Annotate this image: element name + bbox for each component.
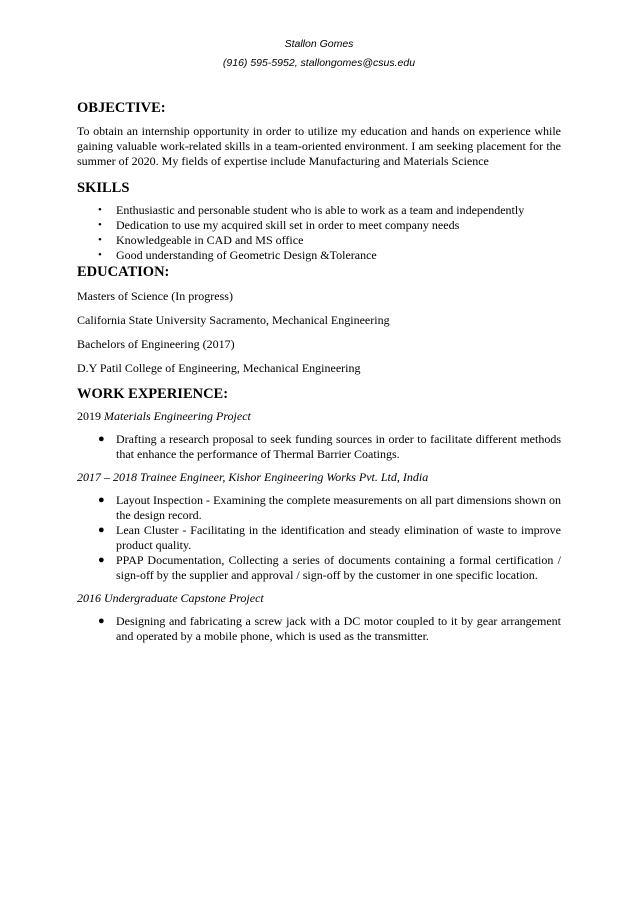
job-bullets — [77, 432, 561, 462]
education-entry: D.Y Patil College of Engineering, Mechanical Engineering — [77, 361, 361, 375]
list-item — [77, 614, 561, 644]
bullet-icon: • — [98, 219, 102, 231]
list-item — [77, 248, 561, 263]
list-item — [77, 218, 561, 233]
bullet-icon: ● — [98, 433, 105, 445]
job-bullet-text: Drafting a research proposal to seek funding sources in order to facilitate different methods that enhance the performance of Thermal Barrier Coatings. — [116, 432, 561, 461]
job-bullet-text: Designing and fabricating a screw jack with a DC motor coupled to it by gear arrangement and operated by a mobile phone, which is used as the transmitter. — [116, 614, 561, 643]
job-bullet-text: Lean Cluster - Facilitating in the identification and steady elimination of waste to improve product quality. — [116, 523, 561, 552]
job-line: 2017 – 2018 Trainee Engineer, Kishor Engineering Works Pvt. Ltd, India — [77, 470, 429, 484]
list-item — [77, 432, 561, 462]
bullet-icon: • — [98, 204, 102, 216]
education-entry: California State University Sacramento, Mechanical Engineering — [77, 313, 390, 327]
objective-text: To obtain an internship opportunity in order to utilize my education and hands on experience while gaining valuable work-related skills in a team-oriented environment. I am seeking placement for the summer of 2020. My fields of expertise include Manufacturing and Materials Science — [77, 124, 561, 168]
bullet-icon: ● — [98, 524, 105, 536]
list-item — [77, 523, 561, 553]
education-heading: EDUCATION: — [77, 264, 170, 280]
job-title: Materials Engineering Project — [104, 409, 251, 423]
bullet-icon: ● — [98, 615, 105, 627]
bullet-icon: • — [98, 234, 102, 246]
job-line: 2016 Undergraduate Capstone Project — [77, 591, 264, 605]
job-bullets — [77, 493, 561, 583]
skill-text: Good understanding of Geometric Design &Tolerance — [116, 248, 377, 262]
job-line — [77, 409, 561, 424]
work-heading: WORK EXPERIENCE: — [77, 386, 229, 402]
job-bullet-text: Layout Inspection - Examining the complete measurements on all part dimensions shown on the design record. — [116, 493, 561, 522]
list-item — [77, 553, 561, 583]
education-entry: Bachelors of Engineering (2017) — [77, 337, 235, 351]
job-bullet-text: PPAP Documentation, Collecting a series of documents containing a formal certification / sign-off by the supplier and approval / sign-off by the customer in one specific location. — [116, 553, 561, 582]
bullet-icon: • — [98, 249, 102, 261]
resume-body — [77, 99, 561, 644]
job-bullets — [77, 614, 561, 644]
skill-text: Dedication to use my acquired skill set in order to meet company needs — [116, 218, 460, 232]
resume-name: Stallon Gomes — [284, 38, 354, 50]
education-entry: Masters of Science (In progress) — [77, 289, 233, 303]
skills-heading: SKILLS — [77, 180, 130, 196]
skills-list — [77, 203, 561, 263]
list-item — [77, 493, 561, 523]
objective-heading: OBJECTIVE: — [77, 100, 166, 116]
list-item — [77, 203, 561, 218]
contact-line: (916) 595-5952, stallongomes@csus.edu — [222, 57, 416, 69]
job-year: 2019 — [77, 409, 101, 423]
skill-text: Enthusiastic and personable student who is able to work as a team and independently — [116, 203, 525, 217]
skill-text: Knowledgeable in CAD and MS office — [116, 233, 304, 247]
bullet-icon: ● — [98, 554, 105, 566]
list-item — [77, 233, 561, 248]
bullet-icon: ● — [98, 494, 105, 506]
